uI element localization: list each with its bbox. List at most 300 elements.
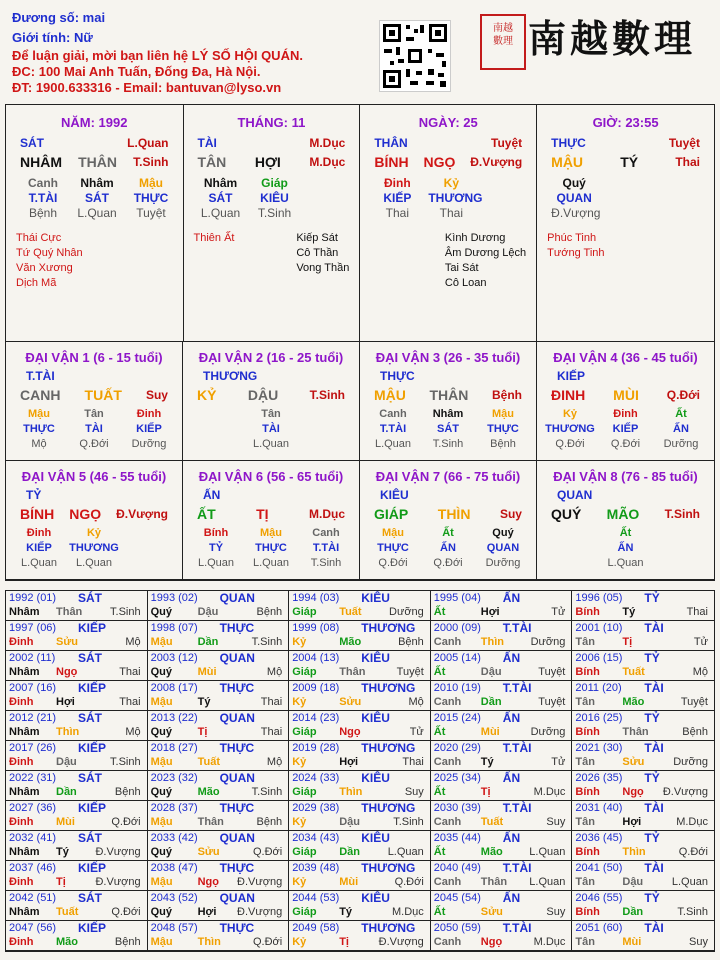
dai-van-hidden-stem xyxy=(189,407,243,422)
year-chi: Hợi xyxy=(56,696,75,708)
year-can: Đinh xyxy=(9,756,34,768)
year-chi: Mùi xyxy=(56,816,75,828)
year-label: 2027 (36) xyxy=(9,802,57,814)
year-chi: Mùi xyxy=(622,936,642,948)
pillar-cell xyxy=(537,105,714,342)
year-cell xyxy=(431,861,573,891)
pillar-hidden-stem-line xyxy=(6,176,183,191)
pillar-main-line xyxy=(360,155,536,170)
dai-van-hidden-star xyxy=(543,541,597,556)
phone-email: ĐT: 1900.633316 - Email: bantuvan@lyso.vn xyxy=(12,80,282,95)
year-label: 2002 (11) xyxy=(9,652,56,664)
dai-van-hidden-stem: Đinh xyxy=(613,408,638,420)
dai-van-hidden-star-line xyxy=(360,541,536,556)
year-can: Ất xyxy=(433,786,446,798)
year-life: Q.Đới xyxy=(252,936,283,948)
year-life: Đ.Vượng xyxy=(237,876,283,888)
contact-intro: Để luận giải, mời bạn liên hệ LÝ SỐ HỘI QUÁN. xyxy=(12,48,303,63)
year-chi: Sửu xyxy=(56,636,79,648)
dai-van-hidden-star-line xyxy=(6,541,182,556)
year-label: 2019 (28) xyxy=(292,742,340,754)
pillar-top-line xyxy=(360,136,536,151)
pillar-hidden-stem: Kỷ xyxy=(443,176,459,190)
year-chi: Tuất xyxy=(480,816,504,828)
star-item: Tứ Quý Nhân xyxy=(16,247,83,259)
pillar-hidden-life: Thai xyxy=(439,206,463,220)
pillar-title: NĂM: 1992 xyxy=(61,115,128,130)
dai-van-life: Suy xyxy=(145,388,168,402)
stars-left xyxy=(16,231,83,291)
year-star: QUAN xyxy=(219,831,255,845)
year-label: 2031 (40) xyxy=(575,802,623,814)
dai-van-main-line xyxy=(360,388,536,403)
year-label: 2049 (58) xyxy=(292,922,340,934)
year-can: Đinh xyxy=(9,636,34,648)
dai-van-life: T.Sinh xyxy=(664,507,700,521)
year-label: 1999 (08) xyxy=(292,622,340,634)
year-chi: Thìn xyxy=(339,786,363,798)
year-chi: Tị xyxy=(480,786,491,798)
dai-van-title: ĐẠI VẬN 5 (46 - 55 tuổi) xyxy=(21,469,167,484)
pillar-hidden-life-line xyxy=(6,206,183,221)
pillar-hidden-star: T.TÀI xyxy=(28,191,58,205)
dai-van-chi: MÙI xyxy=(613,387,639,403)
dai-van-hidden-star xyxy=(299,422,353,437)
dai-van-hidden-stem: Ất xyxy=(619,527,632,539)
year-can: Ất xyxy=(433,726,446,738)
year-star: KIẾP xyxy=(78,621,107,635)
pillar-hidden-star: SÁT xyxy=(85,191,109,205)
year-cell xyxy=(431,741,573,771)
dai-van-hidden-star-line xyxy=(6,422,182,437)
dai-van-hidden-stem: Tân xyxy=(261,408,281,420)
dai-van-hidden-stem: Tân xyxy=(84,408,104,420)
pillar-stars xyxy=(184,231,360,276)
year-star: SÁT xyxy=(78,591,102,605)
year-chi: Tị xyxy=(197,726,208,738)
year-can: Quý xyxy=(150,786,172,798)
dai-van-star: T.TÀI xyxy=(26,369,55,383)
year-chi: Sửu xyxy=(197,846,220,858)
dai-van-hidden-life xyxy=(299,437,353,452)
dai-van-main-line xyxy=(183,388,359,403)
year-can: Giáp xyxy=(292,606,317,618)
dai-van-title: ĐẠI VẬN 6 (56 - 65 tuổi) xyxy=(198,469,344,484)
years-row xyxy=(6,771,714,801)
year-star: T.TÀI xyxy=(502,741,532,755)
year-cell xyxy=(6,831,148,861)
year-cell xyxy=(148,861,290,891)
dai-van-hidden-life-line xyxy=(537,556,714,571)
dai-van-hidden-stem: Ất xyxy=(442,527,454,539)
year-chi: Thìn xyxy=(56,726,80,738)
pillar-hidden-stem-line xyxy=(360,176,536,191)
year-cell xyxy=(431,891,573,921)
year-star: T.TÀI xyxy=(502,681,532,695)
year-can: Nhâm xyxy=(9,666,40,678)
dai-van-hidden-life: L.Quan xyxy=(197,557,235,569)
pillar-top-line xyxy=(6,136,183,151)
year-star: T.TÀI xyxy=(502,801,532,815)
pillar-chi-life: Thai xyxy=(675,155,700,169)
pillar-hidden-life: Tuyệt xyxy=(136,206,166,220)
dai-van-hidden-stem xyxy=(122,526,176,541)
year-cell xyxy=(431,771,573,801)
year-chi: Hợi xyxy=(339,756,359,768)
years-row xyxy=(6,801,714,831)
pillar-stars xyxy=(537,231,714,261)
year-star: KIÊU xyxy=(361,651,390,665)
year-cell xyxy=(148,591,290,621)
year-chi: Mão xyxy=(56,936,78,948)
year-cell xyxy=(431,831,573,861)
dai-van-star: THƯƠNG xyxy=(203,369,258,383)
dai-van-hidden-life: Q.Đới xyxy=(79,438,109,450)
year-life: Đ.Vượng xyxy=(237,906,283,918)
dai-van-hidden-life: Dưỡng xyxy=(485,557,521,569)
year-can: Giáp xyxy=(292,846,317,858)
year-can: Giáp xyxy=(292,906,317,918)
year-star: TỶ xyxy=(644,651,660,665)
year-can: Mậu xyxy=(150,816,173,828)
year-can: Nhâm xyxy=(9,906,40,918)
year-cell xyxy=(572,711,714,741)
dai-van-hidden-stem: Nhâm xyxy=(432,408,464,420)
year-label: 1997 (06) xyxy=(9,622,57,634)
year-chi: Tý xyxy=(197,696,211,708)
year-chi: Thìn xyxy=(480,636,504,648)
year-cell xyxy=(6,801,148,831)
dai-van-star-line xyxy=(360,369,536,384)
years-grid xyxy=(5,590,715,952)
year-label: 2028 (37) xyxy=(150,802,198,814)
year-life: Dưỡng xyxy=(530,726,566,738)
year-chi: Hợi xyxy=(197,906,217,918)
dai-van-hidden-stem: Mậu xyxy=(492,408,514,420)
year-can: Ất xyxy=(433,666,446,678)
year-life: T.Sinh xyxy=(677,906,708,918)
year-life: Đ.Vượng xyxy=(662,786,708,798)
year-chi: Tị xyxy=(339,936,349,948)
pillar-chi: THÂN xyxy=(78,154,118,170)
dai-van-hidden-star: THƯƠNG xyxy=(69,542,119,554)
year-life: Q.Đới xyxy=(394,876,424,888)
year-cell xyxy=(572,921,714,951)
dai-van-hidden-stem-line xyxy=(183,526,359,541)
dai-van-hidden-star: KIẾP xyxy=(612,423,639,435)
dai-van-hidden-star: KIẾP xyxy=(26,542,52,554)
year-chi: Tý xyxy=(480,756,494,768)
pillar-top-life: Tuyệt xyxy=(668,136,700,150)
dai-van-main-line xyxy=(6,507,182,522)
year-label: 2040 (49) xyxy=(433,862,481,874)
year-label: 2016 (25) xyxy=(575,712,623,724)
year-life: L.Quan xyxy=(529,846,566,858)
year-life: Bệnh xyxy=(398,636,424,648)
year-label: 2047 (56) xyxy=(9,922,57,934)
year-cell xyxy=(431,651,573,681)
year-label: 2025 (34) xyxy=(433,772,481,784)
pillar-hidden-star: KIẾP xyxy=(383,191,412,205)
year-star: THỰC xyxy=(219,741,255,755)
year-cell xyxy=(572,831,714,861)
year-star: KIÊU xyxy=(361,771,390,785)
dai-van-hidden-stem: Canh xyxy=(379,408,407,420)
year-label: 2000 (09) xyxy=(433,622,481,634)
year-chi: Ngọ xyxy=(339,726,361,738)
dai-van-hidden-life: Q.Đới xyxy=(433,557,463,569)
dai-van-main-line xyxy=(183,507,359,522)
dai-van-hidden-star: THỰC xyxy=(23,423,55,435)
year-cell xyxy=(148,831,290,861)
star-item: Dịch Mã xyxy=(16,277,57,289)
dai-van-star-line xyxy=(183,369,359,384)
pillar-chi-life: M.Dục xyxy=(309,155,346,169)
year-label: 2029 (38) xyxy=(292,802,340,814)
year-cell xyxy=(6,591,148,621)
dai-van-star-line xyxy=(537,488,714,503)
dai-van-hidden-star: ẤN xyxy=(673,423,689,435)
dai-van-hidden-star-line xyxy=(360,422,536,437)
pillar-top-life: Tuyệt xyxy=(491,136,523,150)
year-cell xyxy=(6,621,148,651)
dai-van-hidden-stem: Đinh xyxy=(26,527,52,539)
pillar-hidden-stem: Quý xyxy=(562,176,586,190)
year-label: 2030 (39) xyxy=(433,802,481,814)
dai-van-cell xyxy=(537,461,714,580)
year-chi: Ngọ xyxy=(56,666,78,678)
year-cell xyxy=(289,891,431,921)
year-life: T.Sinh xyxy=(251,636,283,648)
year-can: Tân xyxy=(575,816,595,828)
year-chi: Dần xyxy=(197,636,219,648)
year-life: Bệnh xyxy=(114,786,141,798)
pillar-main-line xyxy=(6,155,183,170)
dai-van-star-line xyxy=(6,369,182,384)
year-can: Kỷ xyxy=(292,756,307,768)
year-star: QUAN xyxy=(219,771,255,785)
year-life: Tử xyxy=(551,606,566,618)
year-can: Quý xyxy=(150,846,172,858)
dai-van-life: Q.Đới xyxy=(666,388,700,402)
pillar-hidden-star: KIÊU xyxy=(260,191,289,205)
dai-van-hidden-stem-line xyxy=(183,407,359,422)
year-label: 2034 (43) xyxy=(292,832,340,844)
pillar-hidden-stem: Giáp xyxy=(261,176,288,190)
header xyxy=(0,0,720,100)
year-star: THƯƠNG xyxy=(361,621,416,635)
dai-van-hidden-star: T.TÀI xyxy=(312,542,340,554)
pillar-can: TÂN xyxy=(197,154,227,170)
year-label: 2001 (10) xyxy=(575,622,623,634)
year-cell xyxy=(289,771,431,801)
year-star: KIẾP xyxy=(78,741,107,755)
year-chi: Hợi xyxy=(480,606,500,618)
year-cell xyxy=(572,681,714,711)
year-chi: Ngọ xyxy=(622,786,644,798)
year-cell xyxy=(6,651,148,681)
year-cell xyxy=(6,921,148,951)
dai-van-hidden-star-line xyxy=(537,422,714,437)
year-star: T.TÀI xyxy=(502,621,532,635)
year-cell xyxy=(289,681,431,711)
dai-van-hidden-stem: Kỷ xyxy=(562,408,578,420)
year-life: Mộ xyxy=(266,666,283,678)
dai-van-hidden-life-line xyxy=(183,556,359,571)
pillar-hidden-stem: Nhâm xyxy=(203,176,238,190)
pillar-cell xyxy=(6,105,184,342)
year-cell xyxy=(431,711,573,741)
year-can: Đinh xyxy=(9,816,34,828)
dai-van-title: ĐẠI VẬN 2 (16 - 25 tuổi) xyxy=(198,350,344,365)
dai-van-cell xyxy=(6,461,183,580)
year-cell xyxy=(289,591,431,621)
year-chi: Dậu xyxy=(56,756,77,768)
year-label: 2045 (54) xyxy=(433,892,481,904)
dai-van-hidden-stem: Quý xyxy=(492,527,514,539)
year-star: TÀI xyxy=(644,921,664,935)
dai-van-hidden-life: L.Quan xyxy=(20,557,58,569)
year-label: 2005 (14) xyxy=(433,652,481,664)
year-label: 1996 (05) xyxy=(575,592,623,604)
year-can: Ất xyxy=(433,846,446,858)
year-star: QUAN xyxy=(219,711,255,725)
year-label: 2042 (51) xyxy=(9,892,57,904)
dai-van-hidden-life-line xyxy=(6,437,182,452)
star-item: Vong Thần xyxy=(296,262,350,274)
dai-van-hidden-stem-line xyxy=(537,407,714,422)
dai-van-chi: THÌN xyxy=(437,506,471,522)
pillar-chi: HỢI xyxy=(254,154,281,170)
dai-van-hidden-star: TÀI xyxy=(85,423,103,435)
dai-van-title: ĐẠI VẬN 7 (66 - 75 tuổi) xyxy=(375,469,521,484)
dai-van-hidden-life: Dưỡng xyxy=(131,438,167,450)
year-star: TỶ xyxy=(644,591,660,605)
owner-name: Đương số: mai xyxy=(12,10,106,25)
pillar-stars xyxy=(360,231,536,291)
dai-van-star-line xyxy=(360,488,536,503)
year-chi: Sửu xyxy=(339,696,362,708)
dai-van-hidden-life: T.Sinh xyxy=(432,438,464,450)
year-life: Tuyệt xyxy=(538,666,566,678)
year-label: 2007 (16) xyxy=(9,682,57,694)
year-can: Canh xyxy=(433,756,462,768)
pillar-hidden-star-line xyxy=(360,191,536,206)
dai-van-hidden-life-line xyxy=(360,556,536,571)
dai-van-hidden-star: T.TÀI xyxy=(379,423,407,435)
dai-van-hidden-star-line xyxy=(537,541,714,556)
year-life: Q.Đới xyxy=(678,846,708,858)
pillar-hidden-life-line xyxy=(360,206,536,221)
year-can: Ất xyxy=(433,606,446,618)
year-can: Đinh xyxy=(9,936,34,948)
pillar-hidden-stem: Canh xyxy=(28,176,58,190)
year-chi: Dậu xyxy=(339,816,360,828)
year-label: 2036 (45) xyxy=(575,832,623,844)
year-star: TỶ xyxy=(644,771,660,785)
pillar-can: MẬU xyxy=(551,154,584,170)
year-chi: Mão xyxy=(339,636,362,648)
dai-van-star: KIẾP xyxy=(557,369,586,383)
year-can: Đinh xyxy=(9,696,34,708)
year-can: Kỷ xyxy=(292,696,307,708)
dai-van-hidden-life xyxy=(543,556,597,571)
dai-van-cell xyxy=(360,461,537,580)
dai-van-chi: MÃO xyxy=(606,506,640,522)
year-life: Dưỡng xyxy=(530,636,566,648)
year-cell xyxy=(289,801,431,831)
dai-van-hidden-life xyxy=(122,556,176,571)
year-cell xyxy=(431,921,573,951)
year-cell xyxy=(148,681,290,711)
year-can: Bính xyxy=(575,906,600,918)
year-life: M.Dục xyxy=(392,906,424,918)
year-star: ẤN xyxy=(502,651,521,665)
year-chi: Mão xyxy=(197,786,220,798)
star-item: Kiếp Sát xyxy=(296,232,338,244)
year-chi: Dậu xyxy=(622,876,644,888)
year-can: Mậu xyxy=(150,636,173,648)
year-chi: Ngọ xyxy=(480,936,503,948)
pillar-main-line xyxy=(537,155,714,170)
year-life: T.Sinh xyxy=(110,606,141,618)
year-life: Tử xyxy=(551,756,566,768)
year-life: Mộ xyxy=(408,696,424,708)
dai-van-can: CANH xyxy=(20,387,61,403)
year-star: KIÊU xyxy=(361,831,390,845)
year-can: Canh xyxy=(433,636,462,648)
dai-van-hidden-stem-line xyxy=(6,526,182,541)
dai-van-hidden-stem: Ất xyxy=(675,408,687,420)
year-label: 2050 (59) xyxy=(433,922,481,934)
year-chi: Mùi xyxy=(480,726,500,738)
dai-van-can: GIÁP xyxy=(374,506,409,522)
pillar-chi: NGỌ xyxy=(423,154,456,170)
dai-van-hidden-star-line xyxy=(183,422,359,437)
year-life: Tuyệt xyxy=(538,696,566,708)
year-label: 2038 (47) xyxy=(150,862,198,874)
year-star: THỰC xyxy=(219,921,255,935)
star-item: Tướng Tinh xyxy=(547,247,605,259)
pillar-cell xyxy=(360,105,537,342)
dai-van-chi: NGỌ xyxy=(69,506,102,522)
dai-van-star-line xyxy=(183,488,359,503)
year-chi: Thân xyxy=(56,606,83,618)
dai-van-hidden-star: ẤN xyxy=(617,542,634,554)
year-label: 2033 (42) xyxy=(150,832,198,844)
year-can: Nhâm xyxy=(9,726,40,738)
year-can: Bính xyxy=(575,606,600,618)
year-star: SÁT xyxy=(78,651,102,665)
year-star: TÀI xyxy=(644,681,664,695)
year-life: Bệnh xyxy=(682,726,708,738)
year-star: THƯƠNG xyxy=(361,741,416,755)
year-chi: Tý xyxy=(339,906,353,918)
year-chi: Tý xyxy=(56,846,69,858)
years-row xyxy=(6,651,714,681)
year-chi: Thân xyxy=(480,876,508,888)
year-star: SÁT xyxy=(78,831,102,845)
year-star: KIẾP xyxy=(78,801,107,815)
star-item: Văn Xương xyxy=(16,262,73,274)
dai-van-life: Đ.Vượng xyxy=(116,507,168,521)
year-label: 2015 (24) xyxy=(433,712,481,724)
year-label: 2024 (33) xyxy=(292,772,340,784)
dai-van-main-line xyxy=(537,388,714,403)
pillar-hidden-stem: Nhâm xyxy=(80,176,114,190)
year-cell xyxy=(148,711,290,741)
dai-van-title: ĐẠI VẬN 4 (36 - 45 tuổi) xyxy=(553,350,698,365)
